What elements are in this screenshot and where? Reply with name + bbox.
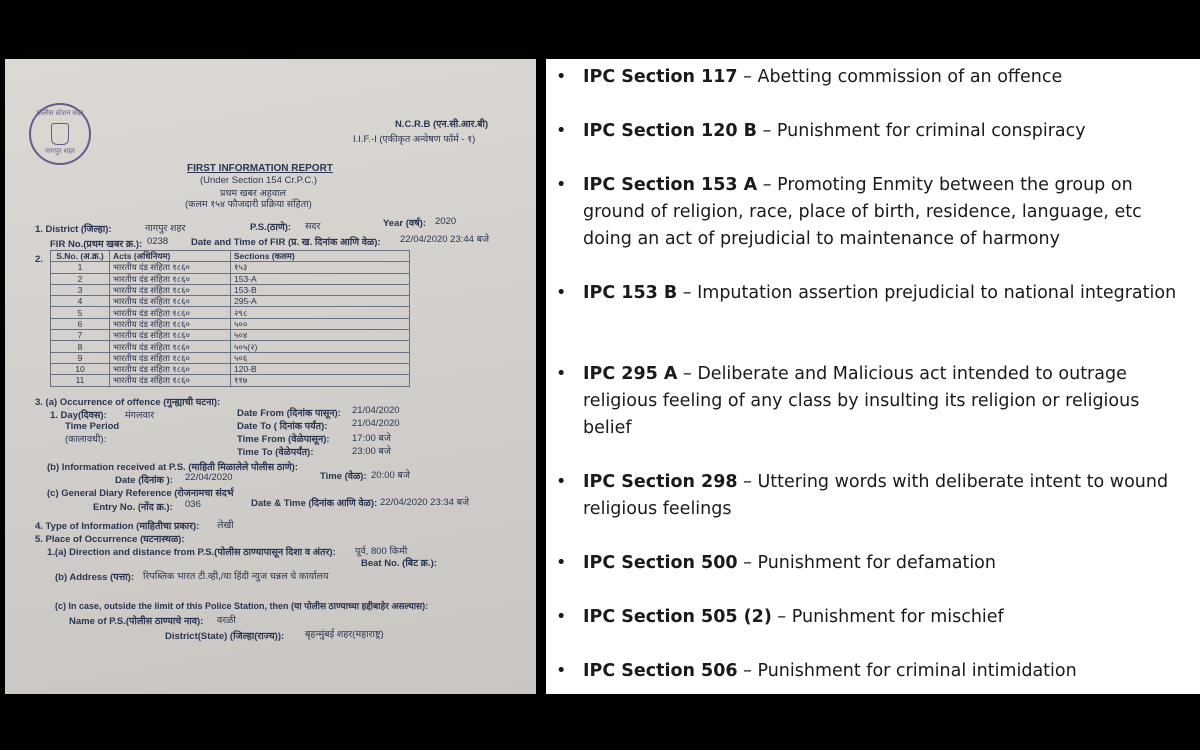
section-name: IPC Section 506 — [583, 661, 738, 681]
row-section: ५०६ — [231, 352, 410, 363]
emblem-icon — [51, 123, 69, 145]
district-state-value: बृहन्मुंबई शहर(महाराष्ट्र) — [305, 629, 384, 640]
section-desc: – Punishment for criminal intimidation — [737, 661, 1077, 681]
time-from-value: 17:00 बजे — [352, 433, 391, 444]
section-desc: – Deliberate and Malicious act intended to outrage religious feeling of any class by insulting its religion or religious belief — [583, 364, 1140, 438]
table-row — [51, 284, 410, 295]
bullet-icon: • — [556, 175, 567, 195]
occurrence-label: 3. (a) Occurrence of offence (गुन्ह्याची घटना): — [35, 397, 221, 408]
date-to-value: 21/04/2020 — [352, 418, 400, 429]
row-act: भारतीय दंड संहिता १८६० — [110, 296, 231, 307]
table-row — [51, 318, 410, 329]
time-from-label: Time From (वेळेपासून): — [237, 434, 330, 445]
section-desc: – Imputation assertion prejudicial to national integration — [677, 283, 1177, 303]
info-date-value: 22/04/2020 — [185, 472, 233, 483]
row-sno: 11 — [51, 375, 110, 386]
section-name: IPC Section 500 — [583, 553, 738, 573]
beat-label: Beat No. (बिट क्र.): — [361, 558, 437, 569]
row-sno: 1 — [51, 262, 110, 273]
day-label: 1. Day(दिवस): — [50, 410, 107, 421]
list-item — [556, 469, 1186, 523]
day-value: मंगलवार — [125, 410, 155, 421]
table-row — [51, 262, 410, 273]
date-from-value: 21/04/2020 — [352, 405, 400, 416]
row-section: 153-B — [231, 284, 410, 295]
fir-value: 0238 — [147, 236, 169, 247]
table-row — [51, 363, 410, 374]
acts-header-row — [51, 251, 410, 262]
row-section: १५३ — [231, 262, 410, 273]
gd-date-label: Date & Time (दिनांक आणि वेळ): — [251, 498, 378, 509]
acts-header-sections: Sections (कलम) — [231, 251, 410, 262]
district-label: 1. District (जिल्हा): — [35, 224, 112, 235]
time-to-value: 23:00 बजे — [352, 446, 391, 457]
direction-label: 1.(a) Direction and distance from P.S.(पोलीस ठाण्यापासून दिशा व अंतर): — [47, 547, 336, 558]
row-section: ५०५(२) — [231, 341, 410, 352]
ps-value: सदर — [305, 221, 321, 232]
entry-label: Entry No. (नोंद क्र.): — [93, 502, 173, 513]
section-name: IPC Section 505 (2) — [583, 607, 772, 627]
row-act: भारतीय दंड संहिता १८६० — [110, 318, 231, 329]
row-section: ५०४ — [231, 330, 410, 341]
row-act: भारतीय दंड संहिता १८६० — [110, 363, 231, 374]
row-act: भारतीय दंड संहिता १८६० — [110, 262, 231, 273]
table-row — [51, 296, 410, 307]
row-section: ५०० — [231, 318, 410, 329]
table-row — [51, 273, 410, 284]
row-sno: 6 — [51, 318, 110, 329]
bullet-icon: • — [556, 283, 567, 303]
time-period-hi: (कालावधी): — [65, 434, 107, 445]
doc-subtitle-hi: प्रथम खबर अहवाल — [220, 188, 287, 199]
acts-header-sno: S.No. (अ.क्र.) — [51, 251, 110, 262]
fir-document — [5, 59, 536, 694]
info-date-label: Date (दिनांक ): — [115, 475, 173, 486]
list-item — [556, 118, 1186, 145]
table-row — [51, 375, 410, 386]
row-section: 153-A — [231, 273, 410, 284]
doc-subtitle-hi2: (कलम १५४ फौजदारी प्रक्रिया संहिता) — [185, 199, 312, 210]
doc-subtitle: (Under Section 154 Cr.P.C.) — [200, 175, 318, 186]
section-desc: – Punishment for criminal conspiracy — [757, 121, 1086, 141]
list-item — [556, 604, 1186, 631]
bullet-icon: • — [556, 364, 567, 384]
row-section: 295-A — [231, 296, 410, 307]
bullet-icon: • — [556, 67, 567, 87]
fir-date-value: 22/04/2020 23:44 बजे — [400, 234, 490, 245]
direction-value: पूर्व, 800 किमी — [355, 546, 408, 557]
gd-date-value: 22/04/2020 23:34 बजे — [380, 497, 470, 508]
place-label: 5. Place of Occurrence (घटनास्थळ): — [35, 534, 185, 545]
row-sno: 7 — [51, 330, 110, 341]
ncrb-label: N.C.R.B (एन.सी.आर.बी) — [395, 119, 489, 130]
info-time-label: Time (वेळ): — [320, 471, 367, 482]
bullet-icon: • — [556, 121, 567, 141]
time-period-label: Time Period — [65, 421, 120, 432]
row-section: २९८ — [231, 307, 410, 318]
year-label: Year (वर्ष): — [383, 218, 426, 229]
list-item — [556, 361, 1186, 442]
bullet-icon: • — [556, 607, 567, 627]
row-sno: 10 — [51, 363, 110, 374]
list-item — [556, 658, 1186, 685]
section-name: IPC Section 120 B — [583, 121, 758, 141]
address-label: (b) Address (पत्ता): — [55, 572, 134, 583]
list-item — [556, 550, 1186, 577]
district-value: नागपुर शहर — [145, 223, 186, 234]
ps-name-label: Name of P.S.(पोलीस ठाण्याचे नाव): — [69, 616, 204, 627]
row-act: भारतीय दंड संहिता १८६० — [110, 273, 231, 284]
row-sno: 8 — [51, 341, 110, 352]
type-info-value: लेखी — [217, 520, 234, 531]
info-time-value: 20:00 बजे — [371, 470, 410, 481]
bullet-icon: • — [556, 553, 567, 573]
row-act: भारतीय दंड संहिता १८६० — [110, 352, 231, 363]
table-row — [51, 330, 410, 341]
date-to-label: Date To ( दिनांक पर्यंत): — [237, 421, 328, 432]
fir-label: FIR No.(प्रथम खबर क्र.): — [50, 239, 143, 250]
table-row — [51, 307, 410, 318]
seal-top-text: पोलीस स्टेशन सदर — [36, 110, 84, 117]
row-act: भारतीय दंड संहिता १८६० — [110, 307, 231, 318]
row-act: भारतीय दंड संहिता १८६० — [110, 375, 231, 386]
acts-number: 2. — [35, 254, 43, 265]
ps-name-value: वरळी — [217, 615, 236, 626]
acts-table — [50, 250, 410, 387]
section-name: IPC Section 117 — [583, 67, 738, 87]
bullet-icon: • — [556, 661, 567, 681]
fir-date-label: Date and Time of FIR (प्र. ख. दिनांक आणि वेळ): — [191, 237, 381, 248]
row-sno: 9 — [51, 352, 110, 363]
district-state-label: District(State) (जिल्हा(राज्य)): — [165, 631, 285, 642]
date-from-label: Date From (दिनांक पासून): — [237, 408, 341, 419]
address-value: रिपब्लिक भारत टी.व्ही,/या हिंदी न्युज चन्नल चे कार्यालय — [143, 571, 329, 582]
section-name: IPC 295 A — [583, 364, 678, 384]
row-sno: 4 — [51, 296, 110, 307]
info-received-label: (b) Information received at P.S. (माहिती मिळालेले पोलीस ठाणे): — [47, 462, 298, 473]
table-row — [51, 341, 410, 352]
gd-label: (c) General Diary Reference (रोजनामचा संदर्भ — [47, 488, 234, 499]
section-name: IPC Section 298 — [583, 472, 738, 492]
row-sno: 3 — [51, 284, 110, 295]
row-act: भारतीय दंड संहिता १८६० — [110, 330, 231, 341]
row-sno: 5 — [51, 307, 110, 318]
entry-value: 036 — [185, 499, 201, 510]
acts-header-acts: Acts (अधिनियम) — [110, 251, 231, 262]
section-desc: – Punishment for mischief — [771, 607, 1004, 627]
list-item — [556, 280, 1186, 307]
table-row — [51, 352, 410, 363]
iif-label: I.I.F.-I (एकीकृत अन्वेषण फॉर्म - १) — [353, 134, 476, 145]
section-desc: – Abetting commission of an offence — [737, 67, 1063, 87]
section-desc: – Promoting Enmity between the group on ground of religion, race, place of birth, residence, language, etc doing an act of prejudicial to maintenance of harmony — [583, 175, 1142, 249]
police-station-seal — [29, 103, 91, 165]
ps-label: P.S.(ठाणे): — [250, 222, 292, 233]
row-act: भारतीय दंड संहिता १८६० — [110, 341, 231, 352]
section-desc: – Uttering words with deliberate intent to wound religious feelings — [583, 472, 1169, 519]
row-section: 120-B — [231, 363, 410, 374]
doc-title: FIRST INFORMATION REPORT — [187, 163, 333, 174]
seal-bottom-text: नागपुर शहर — [45, 148, 75, 155]
section-name: IPC Section 153 A — [583, 175, 758, 195]
section-name: IPC 153 B — [583, 283, 678, 303]
row-sno: 2 — [51, 273, 110, 284]
outside-limit-label: (c) In case, outside the limit of this Police Station, then (या पोलीस ठाण्याच्या हद्दीबाहेर असल्यास): — [55, 601, 429, 611]
list-item — [556, 64, 1186, 91]
bullet-icon: • — [556, 472, 567, 492]
section-desc: – Punishment for defamation — [737, 553, 996, 573]
type-info-label: 4. Type of Information (माहितीचा प्रकार): — [35, 521, 200, 532]
row-act: भारतीय दंड संहिता १८६० — [110, 284, 231, 295]
row-section: ११७ — [231, 375, 410, 386]
time-to-label: Time To (वेळेपर्यंत): — [237, 447, 314, 458]
ipc-sections-panel — [546, 59, 1200, 694]
list-item — [556, 172, 1186, 253]
year-value: 2020 — [435, 216, 457, 227]
